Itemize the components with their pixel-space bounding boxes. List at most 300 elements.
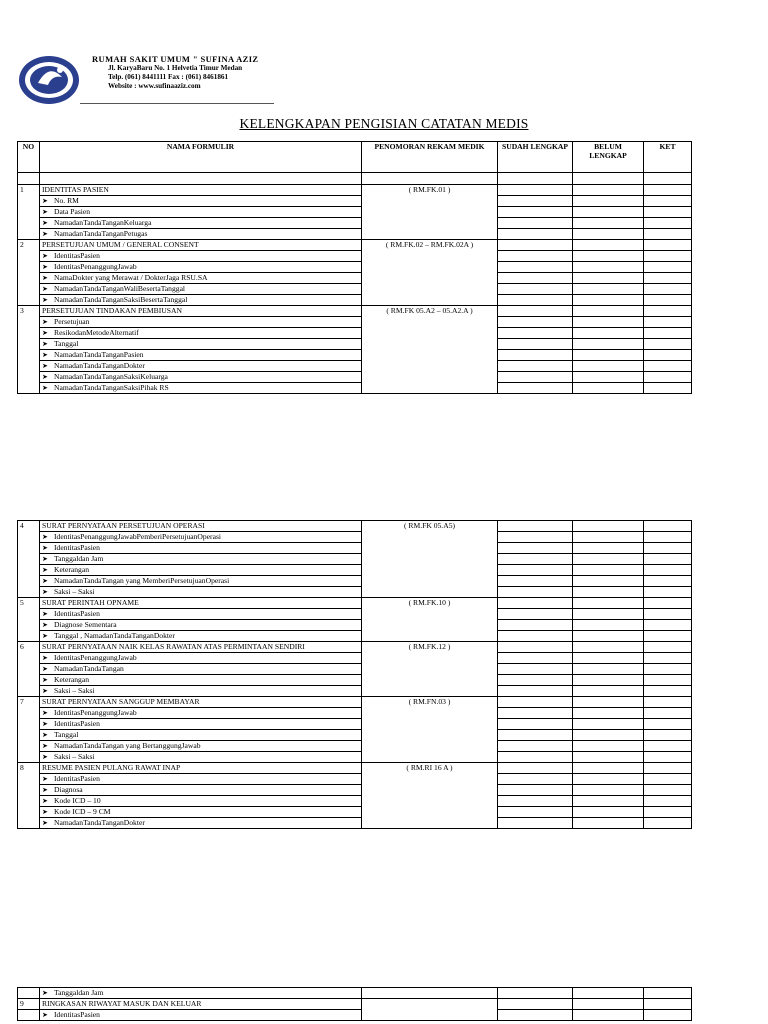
section-1 xyxy=(18,185,692,240)
checklist-item-label: IdentitasPasien xyxy=(54,251,100,260)
belum-cell[interactable] xyxy=(573,251,644,262)
belum-cell[interactable] xyxy=(573,708,644,719)
checklist-item xyxy=(40,262,362,273)
belum-cell[interactable] xyxy=(573,807,644,818)
sudah-cell[interactable] xyxy=(498,218,573,229)
checklist-item xyxy=(40,576,362,587)
arrow-bullet-icon: ➤ xyxy=(42,329,48,337)
ket-cell[interactable] xyxy=(644,350,692,361)
section-title: SURAT PERINTAH OPNAME xyxy=(40,598,362,609)
checklist-item xyxy=(40,273,362,284)
arrow-bullet-icon: ➤ xyxy=(42,318,48,326)
sudah-cell[interactable] xyxy=(498,1010,573,1021)
ket-cell[interactable] xyxy=(644,730,692,741)
sudah-cell[interactable] xyxy=(498,306,573,317)
ket-cell[interactable] xyxy=(644,240,692,251)
checklist-item xyxy=(40,229,362,240)
sudah-cell[interactable] xyxy=(498,664,573,675)
checklist-item xyxy=(40,339,362,350)
sudah-cell[interactable] xyxy=(498,262,573,273)
sudah-cell[interactable] xyxy=(498,207,573,218)
belum-cell[interactable] xyxy=(573,598,644,609)
sudah-cell[interactable] xyxy=(498,543,573,554)
sudah-cell[interactable] xyxy=(498,796,573,807)
checklist-item: ➤ Tanggaldan Jam xyxy=(40,988,362,999)
checklist-item xyxy=(40,532,362,543)
ket-cell[interactable] xyxy=(644,306,692,317)
belum-cell[interactable] xyxy=(573,1010,644,1021)
ket-cell[interactable] xyxy=(644,631,692,642)
sudah-cell[interactable] xyxy=(498,741,573,752)
belum-cell[interactable] xyxy=(573,295,644,306)
ket-cell[interactable] xyxy=(644,543,692,554)
belum-cell[interactable] xyxy=(573,372,644,383)
ket-cell[interactable] xyxy=(644,708,692,719)
checklist-item xyxy=(40,675,362,686)
arrow-bullet-icon: ➤ xyxy=(42,786,48,794)
ket-cell[interactable] xyxy=(644,328,692,339)
checklist-item-label: NamadanTandaTanganKeluarga xyxy=(54,218,152,227)
ket-cell[interactable] xyxy=(644,565,692,576)
table-row xyxy=(18,686,692,697)
belum-cell[interactable] xyxy=(573,785,644,796)
checklist-item-label: NamaDokter yang Merawat / DokterJaga RSU.SA xyxy=(54,273,208,282)
belum-cell[interactable] xyxy=(573,207,644,218)
arrow-bullet-icon: ➤ xyxy=(42,665,48,673)
checklist-table-3 xyxy=(17,987,692,1021)
section-row xyxy=(18,642,692,653)
sudah-cell[interactable] xyxy=(498,587,573,598)
sudah-cell[interactable] xyxy=(498,196,573,207)
checklist-item xyxy=(40,554,362,565)
checklist-item-label: Saksi – Saksi xyxy=(54,686,95,695)
belum-cell[interactable] xyxy=(573,730,644,741)
arrow-bullet-icon: ➤ xyxy=(42,285,48,293)
ket-cell[interactable] xyxy=(644,521,692,532)
ket-cell[interactable] xyxy=(644,988,692,999)
arrow-bullet-icon: ➤ xyxy=(42,230,48,238)
sudah-cell[interactable] xyxy=(498,631,573,642)
rm-code: ( RM.FK.10 ) xyxy=(362,598,498,642)
belum-cell[interactable] xyxy=(573,554,644,565)
belum-cell[interactable] xyxy=(573,532,644,543)
belum-cell[interactable] xyxy=(573,229,644,240)
ket-cell[interactable] xyxy=(644,598,692,609)
ket-cell[interactable] xyxy=(644,675,692,686)
arrow-bullet-icon: ➤ xyxy=(42,208,48,216)
checklist-item-label: Tanggal xyxy=(54,339,79,348)
ket-cell[interactable] xyxy=(644,609,692,620)
ket-cell[interactable] xyxy=(644,999,692,1010)
checklist-item xyxy=(40,719,362,730)
arrow-bullet-icon: ➤ xyxy=(42,687,48,695)
arrow-bullet-icon: ➤ xyxy=(42,632,48,640)
sudah-cell[interactable] xyxy=(498,251,573,262)
belum-cell[interactable] xyxy=(573,218,644,229)
rm-code: ( RM.RI 16 A ) xyxy=(362,763,498,829)
section-row xyxy=(18,763,692,774)
table-row xyxy=(18,532,692,543)
checklist-item-label: No. RM xyxy=(54,196,79,205)
sudah-cell[interactable] xyxy=(498,229,573,240)
checklist-item xyxy=(40,350,362,361)
ket-cell[interactable] xyxy=(644,686,692,697)
ket-cell[interactable] xyxy=(644,262,692,273)
ket-cell[interactable] xyxy=(644,317,692,328)
table-row xyxy=(18,317,692,328)
checklist-item xyxy=(40,730,362,741)
ket-cell[interactable] xyxy=(644,653,692,664)
table-row xyxy=(18,609,692,620)
belum-cell[interactable] xyxy=(573,752,644,763)
belum-cell[interactable] xyxy=(573,796,644,807)
arrow-bullet-icon: ➤ xyxy=(42,274,48,282)
checklist-item xyxy=(40,708,362,719)
belum-cell[interactable] xyxy=(573,818,644,829)
sudah-cell[interactable] xyxy=(498,565,573,576)
checklist-item xyxy=(40,807,362,818)
checklist-item xyxy=(40,686,362,697)
belum-cell[interactable] xyxy=(573,576,644,587)
rm-code: ( RM.FK 05.A2 – 05.A2.A ) xyxy=(362,306,498,394)
belum-cell[interactable] xyxy=(573,306,644,317)
table-row xyxy=(18,752,692,763)
arrow-bullet-icon: ➤ xyxy=(42,533,48,541)
arrow-bullet-icon: ➤ xyxy=(42,373,48,381)
checklist-item-label: IdentitasPenanggungJawab xyxy=(54,653,137,662)
sudah-cell[interactable] xyxy=(498,532,573,543)
checklist-item: ➤ IdentitasPasien xyxy=(40,1010,362,1021)
ket-cell[interactable] xyxy=(644,807,692,818)
ket-cell[interactable] xyxy=(644,818,692,829)
sudah-cell[interactable] xyxy=(498,240,573,251)
belum-cell[interactable] xyxy=(573,631,644,642)
sudah-cell[interactable] xyxy=(498,361,573,372)
arrow-bullet-icon: ➤ xyxy=(42,1011,48,1019)
hospital-address: Jl. KaryaBaru No. 1 Helvetia Timur Medan xyxy=(108,64,243,72)
belum-cell[interactable] xyxy=(573,240,644,251)
ket-cell[interactable] xyxy=(644,642,692,653)
sudah-cell[interactable] xyxy=(498,383,573,394)
table-row xyxy=(18,620,692,631)
belum-cell[interactable] xyxy=(573,719,644,730)
arrow-bullet-icon: ➤ xyxy=(42,577,48,585)
arrow-bullet-icon: ➤ xyxy=(42,989,48,997)
checklist-item-label: Tanggaldan Jam xyxy=(54,554,104,563)
arrow-bullet-icon: ➤ xyxy=(42,654,48,662)
section-title: RESUME PASIEN PULANG RAWAT INAP xyxy=(40,763,362,774)
ket-cell[interactable] xyxy=(644,719,692,730)
belum-cell[interactable] xyxy=(573,383,644,394)
arrow-bullet-icon: ➤ xyxy=(42,742,48,750)
sudah-cell[interactable] xyxy=(498,284,573,295)
arrow-bullet-icon: ➤ xyxy=(42,676,48,684)
checklist-item xyxy=(40,295,362,306)
table-row xyxy=(18,196,692,207)
section-number: 1 xyxy=(18,185,40,240)
belum-cell[interactable] xyxy=(573,273,644,284)
section-6 xyxy=(18,642,692,697)
checklist-item-label: IdentitasPasien xyxy=(54,609,100,618)
ket-cell[interactable] xyxy=(644,576,692,587)
sudah-cell[interactable] xyxy=(498,350,573,361)
table-row xyxy=(18,328,692,339)
checklist-item xyxy=(40,328,362,339)
header-divider xyxy=(80,103,274,104)
belum-cell[interactable] xyxy=(573,763,644,774)
belum-cell[interactable] xyxy=(573,543,644,554)
belum-cell[interactable] xyxy=(573,741,644,752)
sudah-cell[interactable] xyxy=(498,653,573,664)
checklist-item-label: NamadanTandaTanganPasien xyxy=(54,350,144,359)
sudah-cell[interactable] xyxy=(498,317,573,328)
belum-cell[interactable] xyxy=(573,774,644,785)
ket-cell[interactable] xyxy=(644,196,692,207)
section-row xyxy=(18,240,692,251)
checklist-item xyxy=(40,251,362,262)
sudah-cell[interactable] xyxy=(498,185,573,196)
table-row xyxy=(18,719,692,730)
sudah-cell[interactable] xyxy=(498,752,573,763)
arrow-bullet-icon: ➤ xyxy=(42,566,48,574)
table-row xyxy=(18,774,692,785)
checklist-item-label: Tanggal xyxy=(54,730,79,739)
sudah-cell[interactable] xyxy=(498,295,573,306)
checklist-item xyxy=(40,818,362,829)
sudah-cell[interactable] xyxy=(498,785,573,796)
section-number: 6 xyxy=(18,642,40,697)
checklist-item-label: IdentitasPenanggungJawabPemberiPersetujuanOperasi xyxy=(54,532,222,541)
rm-code: ( RM.FK.01 ) xyxy=(362,185,498,240)
section-row xyxy=(18,697,692,708)
belum-cell[interactable] xyxy=(573,587,644,598)
sudah-cell[interactable] xyxy=(498,730,573,741)
ket-cell[interactable] xyxy=(644,1010,692,1021)
checklist-item-label: IdentitasPasien xyxy=(54,719,100,728)
belum-cell[interactable] xyxy=(573,317,644,328)
checklist-item-label: NamadanTandaTanganDokter xyxy=(54,361,145,370)
checklist-item-label: Persetujuan xyxy=(54,317,90,326)
sudah-cell[interactable] xyxy=(498,708,573,719)
table-row xyxy=(18,350,692,361)
sudah-cell[interactable] xyxy=(498,273,573,284)
sudah-cell[interactable] xyxy=(498,609,573,620)
section-row xyxy=(18,999,692,1010)
belum-cell[interactable] xyxy=(573,565,644,576)
sudah-cell[interactable] xyxy=(498,988,573,999)
sudah-cell[interactable] xyxy=(498,598,573,609)
checklist-item-label: NamadanTandaTanganSaksiPihak RS xyxy=(54,383,169,392)
arrow-bullet-icon: ➤ xyxy=(42,819,48,827)
sudah-cell[interactable] xyxy=(498,675,573,686)
belum-cell[interactable] xyxy=(573,664,644,675)
checklist-item xyxy=(40,218,362,229)
ket-cell[interactable] xyxy=(644,697,692,708)
ket-cell[interactable] xyxy=(644,763,692,774)
hospital-logo xyxy=(18,55,80,105)
belum-cell[interactable] xyxy=(573,642,644,653)
section-title: PERSETUJUAN TINDAKAN PEMBIUSAN xyxy=(40,306,362,317)
ket-cell[interactable] xyxy=(644,554,692,565)
sudah-cell[interactable] xyxy=(498,774,573,785)
checklist-item xyxy=(40,587,362,598)
section-title: SURAT PERNYATAAN PERSETUJUAN OPERASI xyxy=(40,521,362,532)
ket-cell[interactable] xyxy=(644,785,692,796)
ket-cell[interactable] xyxy=(644,664,692,675)
checklist-item xyxy=(40,317,362,328)
ket-cell[interactable] xyxy=(644,273,692,284)
hospital-address-block xyxy=(108,64,242,91)
ket-cell[interactable] xyxy=(644,741,692,752)
belum-cell[interactable] xyxy=(573,988,644,999)
belum-cell[interactable] xyxy=(573,620,644,631)
ket-cell[interactable] xyxy=(644,532,692,543)
ket-cell[interactable] xyxy=(644,207,692,218)
sudah-cell[interactable] xyxy=(498,339,573,350)
ket-cell[interactable] xyxy=(644,339,692,350)
checklist-item-label: NamadanTandaTanganSaksiBesertaTanggal xyxy=(54,295,188,304)
sudah-cell[interactable] xyxy=(498,697,573,708)
ket-cell[interactable] xyxy=(644,620,692,631)
checklist-item-label: Kode ICD – 9 CM xyxy=(54,807,111,816)
section-number: 8 xyxy=(18,763,40,829)
ket-cell[interactable] xyxy=(644,185,692,196)
arrow-bullet-icon: ➤ xyxy=(42,296,48,304)
sudah-cell[interactable] xyxy=(498,372,573,383)
col-ket: KET xyxy=(644,142,692,173)
belum-cell[interactable] xyxy=(573,697,644,708)
table-row xyxy=(18,708,692,719)
belum-cell[interactable] xyxy=(573,686,644,697)
ket-cell[interactable] xyxy=(644,218,692,229)
section-number: 3 xyxy=(18,306,40,394)
table-row xyxy=(18,807,692,818)
ket-cell[interactable] xyxy=(644,361,692,372)
belum-cell[interactable] xyxy=(573,350,644,361)
checklist-item-label: ResikodanMetodeAlternatif xyxy=(54,328,139,337)
ket-cell[interactable] xyxy=(644,229,692,240)
arrow-bullet-icon: ➤ xyxy=(42,384,48,392)
sudah-cell[interactable] xyxy=(498,686,573,697)
sudah-cell[interactable] xyxy=(498,554,573,565)
col-belum-lengkap: BELUM LENGKAP xyxy=(573,142,644,173)
checklist-item xyxy=(40,631,362,642)
table-row xyxy=(18,675,692,686)
checklist-item xyxy=(40,653,362,664)
section-title: PERSETUJUAN UMUM / GENERAL CONSENT xyxy=(40,240,362,251)
hospital-name: RUMAH SAKIT UMUM " SUFINA AZIZ xyxy=(92,54,259,64)
sudah-cell[interactable] xyxy=(498,328,573,339)
table-row xyxy=(18,576,692,587)
checklist-item xyxy=(40,196,362,207)
belum-cell[interactable] xyxy=(573,609,644,620)
arrow-bullet-icon: ➤ xyxy=(42,263,48,271)
arrow-bullet-icon: ➤ xyxy=(42,197,48,205)
sudah-cell[interactable] xyxy=(498,818,573,829)
table-row xyxy=(18,796,692,807)
ket-cell[interactable] xyxy=(644,372,692,383)
arrow-bullet-icon: ➤ xyxy=(42,797,48,805)
table-row xyxy=(18,631,692,642)
belum-cell[interactable] xyxy=(573,185,644,196)
checklist-item xyxy=(40,284,362,295)
belum-cell[interactable] xyxy=(573,262,644,273)
belum-cell[interactable] xyxy=(573,999,644,1010)
sudah-cell[interactable] xyxy=(498,763,573,774)
ket-cell[interactable] xyxy=(644,752,692,763)
checklist-item-label: NamadanTandaTanganPetugas xyxy=(54,229,148,238)
checklist-item-label: Diagnose Sementara xyxy=(54,620,117,629)
arrow-bullet-icon: ➤ xyxy=(42,588,48,596)
sudah-cell[interactable] xyxy=(498,719,573,730)
checklist-item xyxy=(40,741,362,752)
sudah-cell[interactable] xyxy=(498,807,573,818)
table-row xyxy=(18,372,692,383)
section-row xyxy=(18,521,692,532)
section-4 xyxy=(18,521,692,598)
section-number: 7 xyxy=(18,697,40,763)
ket-cell[interactable] xyxy=(644,587,692,598)
rm-code: ( RM.FK.02 – RM.FK.02A ) xyxy=(362,240,498,306)
checklist-item xyxy=(40,565,362,576)
checklist-table-1 xyxy=(17,141,692,394)
belum-cell[interactable] xyxy=(573,521,644,532)
belum-cell[interactable] xyxy=(573,196,644,207)
section-number: 9 xyxy=(18,999,40,1010)
rm-code: ( RM.FK 05.A5) xyxy=(362,521,498,598)
checklist-item xyxy=(40,620,362,631)
belum-cell[interactable] xyxy=(573,328,644,339)
table-row xyxy=(18,207,692,218)
ket-cell[interactable] xyxy=(644,295,692,306)
arrow-bullet-icon: ➤ xyxy=(42,720,48,728)
checklist-item-label: NamadanTandaTanganSaksiKeluarga xyxy=(54,372,168,381)
sudah-cell[interactable] xyxy=(498,620,573,631)
rm-code: ( RM.FK.12 ) xyxy=(362,642,498,697)
section-2 xyxy=(18,240,692,306)
belum-cell[interactable] xyxy=(573,339,644,350)
ket-cell[interactable] xyxy=(644,774,692,785)
table-row xyxy=(18,251,692,262)
section-row xyxy=(18,306,692,317)
col-sudah-lengkap: SUDAH LENGKAP xyxy=(498,142,573,173)
belum-cell[interactable] xyxy=(573,284,644,295)
checklist-item-label: NamadanTandaTangan yang BertanggungJawab xyxy=(54,741,201,750)
table-header-row xyxy=(18,142,692,173)
checklist-item-label: Keterangan xyxy=(54,565,89,574)
sudah-cell[interactable] xyxy=(498,642,573,653)
belum-cell[interactable] xyxy=(573,361,644,372)
sudah-cell[interactable] xyxy=(498,576,573,587)
sudah-cell[interactable] xyxy=(498,999,573,1010)
belum-cell[interactable] xyxy=(573,653,644,664)
checklist-item xyxy=(40,543,362,554)
table-row xyxy=(18,218,692,229)
checklist-item-label: Keterangan xyxy=(54,675,89,684)
sudah-cell[interactable] xyxy=(498,521,573,532)
table-row xyxy=(18,818,692,829)
arrow-bullet-icon: ➤ xyxy=(42,362,48,370)
section-7 xyxy=(18,697,692,763)
ket-cell[interactable] xyxy=(644,383,692,394)
belum-cell[interactable] xyxy=(573,675,644,686)
ket-cell[interactable] xyxy=(644,284,692,295)
checklist-item xyxy=(40,207,362,218)
ket-cell[interactable] xyxy=(644,251,692,262)
checklist-item xyxy=(40,383,362,394)
section-number: 5 xyxy=(18,598,40,642)
ket-cell[interactable] xyxy=(644,796,692,807)
